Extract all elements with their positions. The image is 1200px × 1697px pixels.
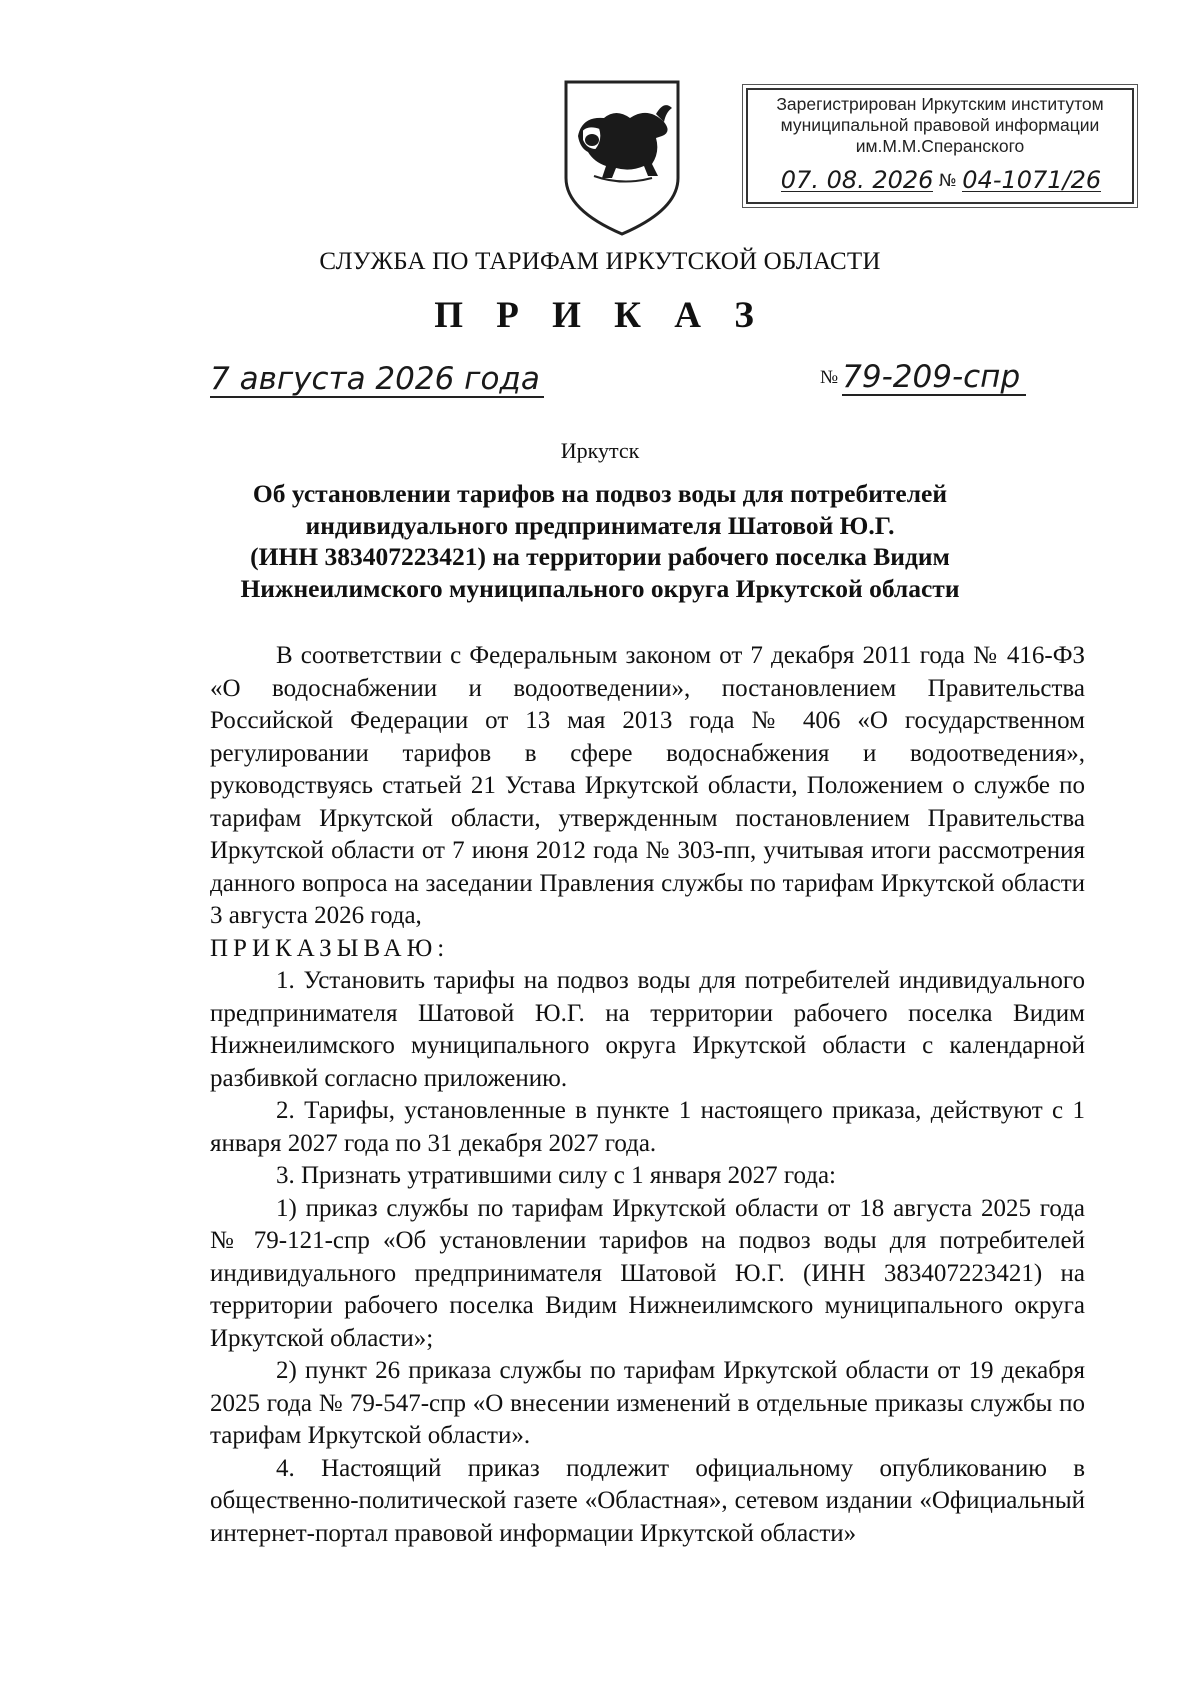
number-sign: №: [820, 367, 839, 388]
agency-name: СЛУЖБА ПО ТАРИФАМ ИРКУТСКОЙ ОБЛАСТИ: [319, 248, 881, 275]
heading-line-2: индивидуального предпринимателя Шатовой Ю.Г.: [305, 510, 895, 540]
item-3-subitem-2: 2) пункт 26 приказа службы по тарифам Иркутской области от 19 декабря 2025 года № 79-547-спр «О внесении изменений в отдельные приказы службы по тарифам Иркутской области».: [210, 1357, 1085, 1449]
document-title: П Р И К А З: [434, 295, 766, 336]
order-date: 7 августа 2026 года: [210, 362, 544, 398]
heading-line-4: Нижнеилимского муниципального округа Иркутской области: [240, 573, 960, 603]
document-body: [210, 640, 1085, 1550]
order-heading: [200, 478, 1000, 604]
order-number: 79-209-спр: [842, 360, 1026, 396]
city: Иркутск: [560, 438, 640, 463]
heading-line-3: (ИНН 383407223421) на территории рабочего поселка Видим: [250, 542, 950, 571]
item-4: 4. Настоящий приказ подлежит официальному опубликованию в общественно-политической газете «Областная», сетевом издании «Официальный интернет-портал правовой информации Иркутской области»: [210, 1454, 1085, 1547]
stamp-registration-row: [758, 166, 1124, 198]
order-word: ПРИКАЗЫВАЮ:: [210, 934, 450, 962]
registration-stamp: [746, 88, 1134, 204]
preamble-paragraph: В соответствии с Федеральным законом от 7 декабря 2011 года № 416-ФЗ «О водоснабжении и водоотведении», постановлением Правительства Российской Федерации от 13 мая 2013 года № 406 «О государственном регулировании тарифов в сфере водоснабжения и водоотведения», руководствуясь статьей 21 Устава Иркутской области, Положением о службе по тарифам Иркутской области, утвержденным постановлением Правительства Иркутской области от 7 июня 2012 года № 303-пп, учитывая итоги рассмотрения данного вопроса на заседании Правления службы по тарифам Иркутской области 3 августа 2026 года,: [210, 642, 1085, 929]
order-number-block: [820, 360, 1026, 396]
stamp-line-1: Зарегистрирован Иркутским институтом: [776, 94, 1104, 114]
stamp-registration-number: 04-1071/26: [962, 166, 1102, 194]
heading-line-1: Об установлении тарифов на подвоз воды для потребителей: [252, 479, 948, 508]
item-3-subitem-1: 1) приказ службы по тарифам Иркутской области от 18 августа 2025 года № 79-121-спр «Об установлении тарифов на подвоз воды для потребителей индивидуального предпринимателя Шатовой Ю.Г. (ИНН 383407223421) на территории рабочего поселка Видим Нижнеилимского муниципального округа Иркутской области»;: [210, 1194, 1085, 1352]
item-1: 1. Установить тарифы на подвоз воды для потребителей индивидуального предпринимателя Шатовой Ю.Г. на территории рабочего поселка Видим Нижнеилимского муниципального округа Иркутской области с календарной разбивкой согласно приложению.: [210, 967, 1085, 1092]
item-2: 2. Тарифы, установленные в пункте 1 настоящего приказа, действуют с 1 января 2027 года по 31 декабря 2027 года.: [210, 1097, 1085, 1157]
item-3: 3. Признать утратившими силу с 1 января 2027 года:: [276, 1162, 836, 1189]
stamp-number-sign: №: [939, 171, 957, 191]
stamp-registration-date: 07. 08. 2026: [780, 166, 934, 194]
coat-of-arms-icon: [560, 78, 684, 238]
stamp-line-3: им.М.М.Сперанского: [855, 136, 1025, 156]
stamp-line-2: муниципальной правовой информации: [780, 115, 1100, 135]
